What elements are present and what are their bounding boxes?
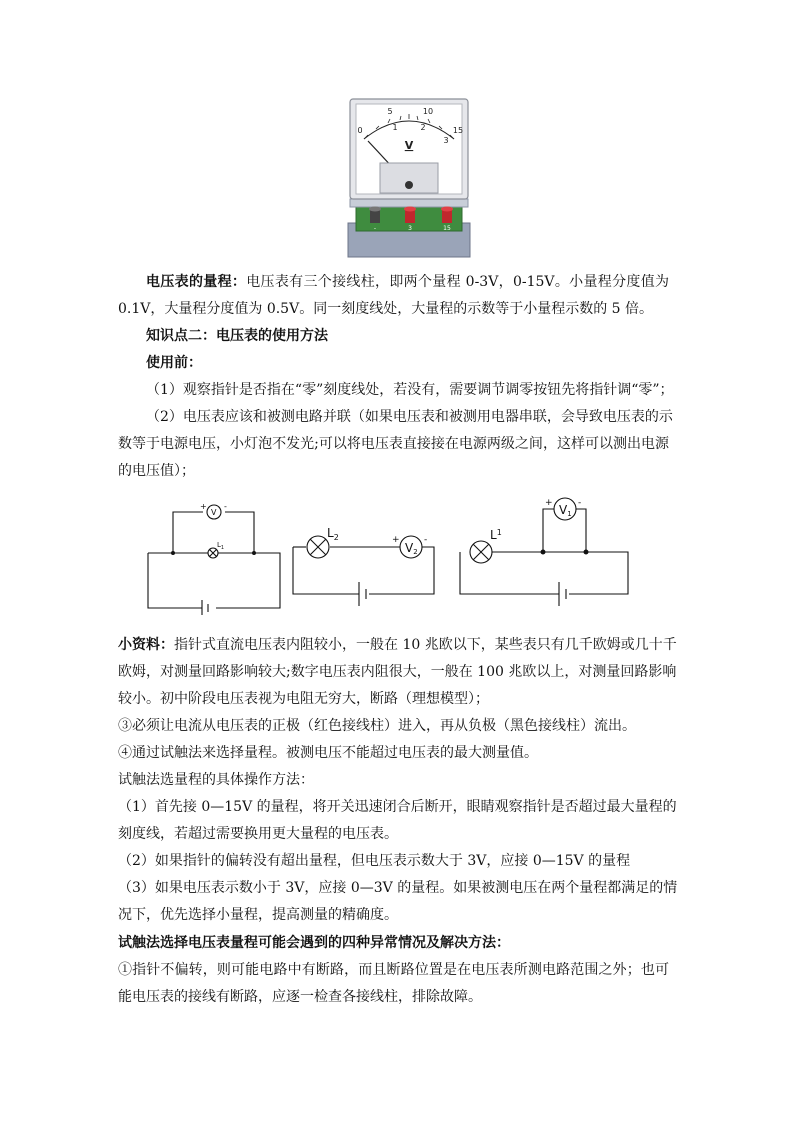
item3: ③必须让电流从电压表的正极（红色接线柱）进入，再从负极（黑色接线柱）流出。 — [118, 718, 636, 734]
info-line1 — [118, 635, 677, 655]
section2-title: 知识点二：电压表的使用方法 — [146, 328, 328, 344]
range-intro-label: 电压表的量程： — [146, 274, 247, 290]
scale-label-10: 10 — [422, 107, 434, 116]
trial3-line2: 况下，优先选择小量程，提高测量的精确度。 — [118, 907, 398, 923]
terminal-label-neg: - — [373, 225, 377, 232]
c1-meter-label: V — [211, 508, 217, 517]
item2-line1: （2）电压表应该和被测电路并联（如果电压表和被测用电器串联，会导致电压表的示 — [146, 409, 673, 425]
range-intro-line1 — [146, 272, 669, 292]
c3-meter-minus: - — [578, 498, 582, 508]
scale-label-2: 2 — [420, 123, 426, 132]
terminal-3 — [404, 207, 416, 224]
c2-meter-plus: + — [392, 535, 400, 545]
c3-meter-label: V1 — [559, 503, 572, 518]
c2-lamp-label: $L_2$ — [327, 526, 339, 542]
scale-label-1: 1 — [392, 123, 398, 132]
scale-label-0: 0 — [357, 126, 363, 135]
item2-line2: 数等于电源电压，小灯泡不发光;可以将电压表直接接在电源两级之间，这样可以测出电源 — [118, 436, 669, 452]
voltmeter-illustration — [346, 97, 472, 261]
circuit-diagrams — [140, 495, 640, 615]
terminal-label-15: 15 — [443, 225, 451, 232]
info-line2: 欧姆，对测量回路影响较大;数字电压表内阻很大，一般在 100 兆欧以上，对测量回路影响 — [118, 664, 677, 680]
item4: ④通过试触法来选择量程。被测电压不能超过电压表的最大测量值。 — [118, 745, 538, 761]
terminal-label-3: 3 — [408, 225, 412, 232]
trial-title: 试触法选量程的具体操作方法： — [118, 772, 314, 788]
trial3-line1: （3）如果电压表示数小于 3V，应接 0—3V 的量程。如果被测电压在两个量程都满足的情 — [118, 880, 678, 896]
c3-lamp-label: $L^1$ — [490, 528, 502, 542]
item1: （1）观察指针是否指在“零”刻度线处，若没有，需要调节调零按钮先将指针调“零”； — [146, 382, 674, 398]
scale-label-5: 5 — [387, 107, 393, 116]
c1-meter-plus: + — [200, 502, 207, 511]
c1-meter-minus: - — [224, 502, 227, 511]
info-line3: 较小。初中阶段电压表视为电阻无穷大，断路（理想模型）； — [118, 691, 489, 707]
scale-label-3: 3 — [443, 136, 449, 145]
terminal-negative — [369, 207, 381, 224]
scale-label-15: 15 — [452, 126, 464, 135]
abnormal1-line1: ①指针不偏转，则可能电路中有断路，而且断路位置是在电压表所测电路范围之外；也可 — [118, 962, 669, 978]
c3-meter-plus: + — [545, 498, 553, 508]
c2-meter-minus: - — [424, 535, 428, 545]
info-text: 指针式直流电压表内阻较小，一般在 10 兆欧以下，某些表只有几千欧姆或几十千 — [174, 637, 677, 653]
info-label: 小资料： — [118, 637, 174, 653]
c2-meter-label: V2 — [405, 541, 418, 556]
c1-lamp-label: $L_1$ — [217, 541, 225, 551]
abnormal-title: 试触法选择电压表量程可能会遇到的四种异常情况及解决方法： — [118, 935, 510, 951]
abnormal1-line2: 能电压表的接线有断路，应逐一检查各接线柱，排除故障。 — [118, 989, 482, 1005]
range-intro-text: 电压表有三个接线柱，即两个量程 0-3V，0-15V。小量程分度值为 — [246, 274, 670, 290]
range-intro-line2: 0.1V，大量程分度值为 0.5V。同一刻度线处，大量程的示数等于小量程示数的 5 倍。 — [118, 301, 654, 317]
before-use-heading: 使用前： — [146, 355, 202, 371]
terminal-15 — [441, 207, 453, 224]
trial1-line2: 刻度线，若超过需要换用更大量程的电压表。 — [118, 826, 398, 842]
item2-line3: 的电压值）； — [118, 463, 195, 479]
trial2: （2）如果指针的偏转没有超出量程，但电压表示数大于 3V，应接 0—15V 的量程 — [118, 853, 631, 869]
unit-label: V — [404, 139, 414, 152]
trial1-line1: （1）首先接 0—15V 的量程，将开关迅速闭合后断开，眼睛观察指针是否超过最大量程的 — [118, 799, 677, 815]
